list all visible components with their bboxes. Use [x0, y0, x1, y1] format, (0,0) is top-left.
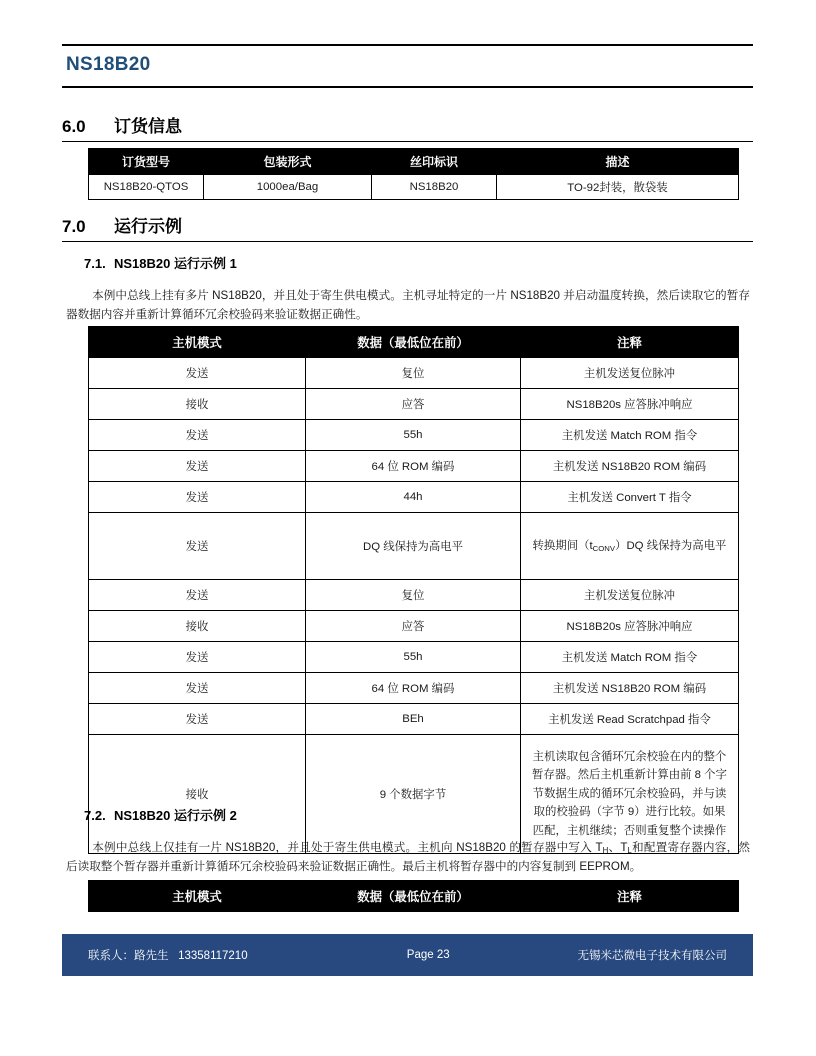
table-cell: 主机发送复位脉冲 [521, 580, 739, 611]
paragraph-text-part1: 本例中总线上仅挂有一片 NS18B20，并且处于寄生供电模式。主机向 NS18B20 的暂存器中写入 T [92, 841, 603, 854]
column-header: 包装形式 [204, 149, 372, 175]
table-row [89, 175, 739, 200]
table-cell: 44h [306, 482, 521, 513]
page-title: NS18B20 [66, 54, 151, 75]
column-header: 丝印标识 [372, 149, 497, 175]
tconv-prefix: 转换期间（t [532, 539, 593, 552]
table-cell: 发送 [89, 704, 306, 735]
section-6-title: 订货信息 [114, 117, 182, 136]
tconv-suffix: ）DQ 线保持为高电平 [615, 539, 727, 552]
table-cell: 主机发送 Match ROM 指令 [521, 420, 739, 451]
column-header: 主机模式 [89, 327, 306, 358]
table-cell: 接收 [89, 389, 306, 420]
table-cell: BEh [306, 704, 521, 735]
table-row [89, 673, 739, 704]
table-cell: 64 位 ROM 编码 [306, 451, 521, 482]
table-cell: 1000ea/Bag [204, 175, 372, 200]
section-heading-7-2 [84, 805, 753, 824]
column-header: 数据（最低位在前） [306, 881, 521, 912]
table-cell: 主机发送复位脉冲 [521, 358, 739, 389]
table-cell: 发送 [89, 451, 306, 482]
table-header-row [89, 881, 739, 912]
column-header: 注释 [521, 881, 739, 912]
table-cell: TO-92封装，散袋装 [497, 175, 739, 200]
table-cell: 发送 [89, 420, 306, 451]
table-cell: 接收 [89, 735, 306, 854]
table-row [89, 611, 739, 642]
header-rule-bottom [62, 86, 753, 88]
tl-subscript: L [627, 845, 632, 855]
footer-company: 无锡米芯微电子技术有限公司 [577, 950, 727, 962]
table-row [89, 642, 739, 673]
section-7-title: 运行示例 [114, 217, 182, 236]
table-cell: 发送 [89, 673, 306, 704]
tconv-subscript: CONV [592, 543, 616, 553]
table-row [89, 389, 739, 420]
table-cell: NS18B20 [372, 175, 497, 200]
table-cell: 64 位 ROM 编码 [306, 673, 521, 704]
section-6-number: 6.0 [62, 117, 86, 136]
document-footer [62, 934, 753, 976]
footer-contact: 联系人：路先生 13358117210 [88, 950, 248, 962]
section-7-2-number: 7.2. [84, 808, 106, 823]
footer-page-number: Page 23 [406, 949, 450, 961]
table-header-row [89, 327, 739, 358]
table-row [89, 580, 739, 611]
operation-example-2-table [88, 880, 739, 912]
table-row [89, 451, 739, 482]
table-cell: 发送 [89, 482, 306, 513]
section-heading-7 [62, 212, 753, 242]
table-cell: 接收 [89, 611, 306, 642]
table-cell: 主机发送 Match ROM 指令 [521, 642, 739, 673]
ordering-information-table [88, 148, 739, 200]
table-row [89, 704, 739, 735]
column-header: 注释 [521, 327, 739, 358]
table-cell: 应答 [306, 389, 521, 420]
column-header: 描述 [497, 149, 739, 175]
table-row [89, 420, 739, 451]
table-cell: 发送 [89, 642, 306, 673]
section-heading-7-1 [84, 253, 753, 272]
table-cell: 主机发送 NS18B20 ROM 编码 [521, 673, 739, 704]
table-cell: DQ 线保持为高电平 [306, 513, 521, 580]
table-cell: 复位 [306, 580, 521, 611]
column-header: 主机模式 [89, 881, 306, 912]
table-cell: 发送 [89, 358, 306, 389]
paragraph-text-part3: 和配置寄存器内容，然后读取整个暂存器并重新计算循环冗余校验码来验证数据正确性。最后主机将暂存器中的内容复制到 EEPROM。 [66, 841, 750, 874]
section-7-number: 7.0 [62, 217, 86, 236]
table-row [89, 735, 739, 854]
table-cell: 55h [306, 642, 521, 673]
section-7-2-title: NS18B20 运行示例 2 [114, 808, 237, 823]
table-row [89, 482, 739, 513]
table-cell: 应答 [306, 611, 521, 642]
paragraph-text-part2: 、T [608, 841, 628, 854]
operation-example-1-table [88, 326, 739, 854]
table-row [89, 513, 739, 580]
table-cell: 主机发送 Read Scratchpad 指令 [521, 704, 739, 735]
section-7-2-paragraph [66, 838, 750, 876]
section-7-1-paragraph [66, 286, 750, 324]
table-cell: NS18B20-QTOS [89, 175, 204, 200]
table-cell-long-note: 主机读取包含循环冗余校验在内的整个暂存器。然后主机重新计算由前 8 个字节数据生成的循环冗余校验码，并与读取的校验码（字节 9）进行比较。如果匹配，主机继续；否则重复整个读操作 [521, 735, 739, 854]
table-cell: 55h [306, 420, 521, 451]
th-subscript: H [602, 845, 609, 855]
table-header-row [89, 149, 739, 175]
section-7-1-title: NS18B20 运行示例 1 [114, 256, 237, 271]
table-cell: NS18B20s 应答脉冲响应 [521, 389, 739, 420]
table-cell: 发送 [89, 580, 306, 611]
column-header: 数据（最低位在前） [306, 327, 521, 358]
section-7-1-number: 7.1. [84, 256, 106, 271]
section-heading-6 [62, 112, 753, 142]
table-cell: 复位 [306, 358, 521, 389]
table-cell: 主机发送 NS18B20 ROM 编码 [521, 451, 739, 482]
table-cell-tconv [521, 513, 739, 580]
table-cell: 发送 [89, 513, 306, 580]
table-row [89, 358, 739, 389]
document-header [62, 44, 753, 88]
table-cell: 主机发送 Convert T 指令 [521, 482, 739, 513]
paragraph-text: 本例中总线上挂有多片 NS18B20，并且处于寄生供电模式。主机寻址特定的一片 NS18B20 并启动温度转换，然后读取它的暂存器数据内容并重新计算循环冗余校验码来验证数据正确性。 [66, 289, 750, 322]
column-header: 订货型号 [89, 149, 204, 175]
table-cell: NS18B20s 应答脉冲响应 [521, 611, 739, 642]
table-cell: 9 个数据字节 [306, 735, 521, 854]
